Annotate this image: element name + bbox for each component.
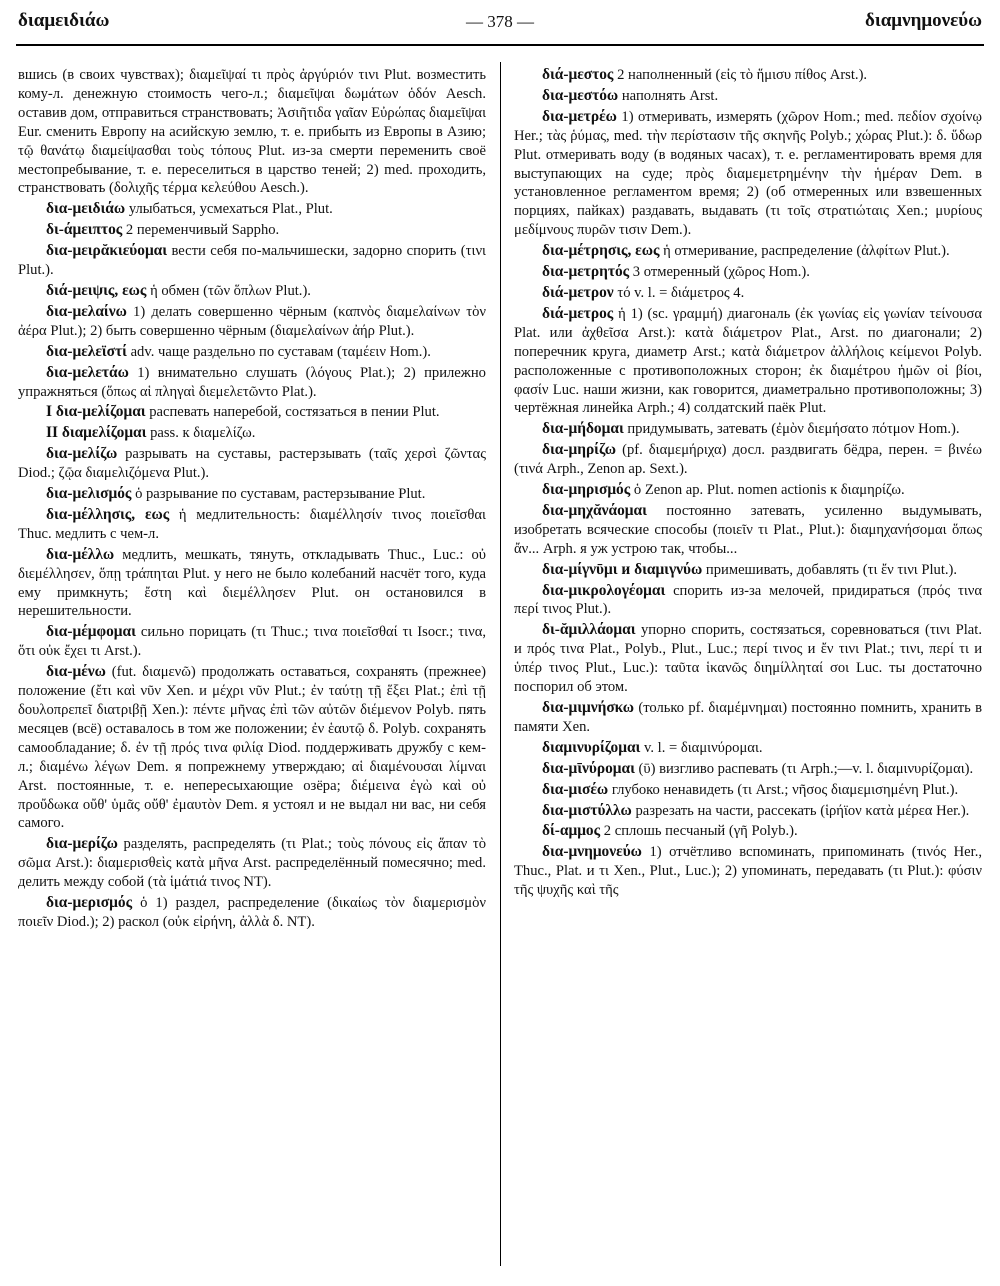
dictionary-entry [18,364,486,402]
dictionary-entry [514,108,982,240]
entry-headword: δια-μέτρησις, εως [542,242,660,260]
entry-headword: δια-μέλλω [46,545,115,563]
dictionary-entry [18,506,486,544]
dictionary-entry [514,502,982,559]
entry-headword: δια-μισέω [542,780,609,798]
dictionary-entry [18,546,486,622]
entry-definition: ἡ медлительность: διαμέλλησίν τινος ποιεῖσθαι Thuc. медлить с чем-л. [18,506,486,542]
entry-definition: разрезать на части, рассекать (ἱρήϊον κατὰ μέρεα Her.). [635,802,970,819]
right-column [514,66,982,902]
entry-headword: δια-μηρισμός [542,481,631,499]
dictionary-entry [514,760,982,779]
dictionary-entry [18,623,486,661]
entry-definition: adv. чаще раздельно по суставам (ταμέειν Hom.). [130,343,431,360]
dictionary-entry [514,441,982,479]
entry-headword: δι-ᾰμιλλάομαι [542,621,636,639]
dictionary-entry [514,739,982,758]
entry-definition: наполнять Arst. [621,87,719,104]
left-running-headword: διαμειδιάω [18,10,110,31]
dictionary-entry [514,481,982,500]
entry-headword: δια-μειρᾰκιεύομαι [46,242,168,260]
dictionary-entry [18,835,486,892]
dictionary-entry [18,445,486,483]
entry-headword: δια-μηρίζω [542,441,617,459]
entry-headword: δια-μετρητός [542,263,630,281]
entry-headword: διά-μειψις, εως [46,281,147,299]
dictionary-entry [18,242,486,280]
entry-headword: διά-μεστος [542,66,614,83]
entry-headword: δια-μερισμός [46,894,133,912]
dictionary-entry [514,66,982,85]
entry-definition: упорно спорить, состязаться, соревноваться (τινι Plat. и πρός τινα Plat., Polyb., Plut., Luc.; περί τινος и ἔν τινι Plat.; τινι, περί τι и ὑπέρ τινος Plut., Luc.): ταῦτα ἱκανῶς διημίλληταί σοι Luc. ты достаточно поспорил об этом. [514,622,982,696]
dictionary-entry [514,87,982,106]
dictionary-entry [514,699,982,737]
entry-headword: δια-μίγνῡμι и διαμιγνύω [542,560,703,578]
entry-definition: разрывать на суставы, растерзывать (ταῖς χερσὶ ζῶντας Diod.; ζῷα διαμελιζόμενα Plut.). [18,446,486,482]
entry-definition: 2 переменчивый Sappho. [125,222,280,239]
entry-definition: v. l. = διαμινύρομαι. [644,739,763,756]
entry-definition: разделять, распределять (τι Plat.; τοὺς πόνους εἰς ἅπαν τὸ σῶμα Arst.): διαμερισθεὶς κατὰ μῆνα Arst. распределённый помесячно; med. делить между собой (τὰ ἱμάτιά τινος NT). [18,836,486,891]
right-running-headword: διαμνημονεύω [864,10,982,31]
dictionary-entry [514,802,982,821]
entry-definition: сильно порицать (τι Thuc.; τινα ποιεῖσθαί τι Isocr.; τινα, ὅτι οὐκ ἔχει τι Arst.). [18,624,486,660]
entry-headword: δια-μελετάω [46,363,129,381]
dictionary-entry [514,420,982,439]
entry-definition: ἡ обмен (τῶν ὅπλων Plut.). [150,282,311,299]
entry-headword: δια-μεστόω [542,86,619,104]
entry-definition: вшись (в своих чувствах); διαμεῖψαί τι πρὸς ἀργύριόν τινι Plut. возместить кому-л. денежную стоимость чего-л.; διαμεῖψαι δωμάτων ὁδόν Aesch. оставив дом, отправиться странствовать; Ἀσιῆτιδα γαῖαν Εὐρώπας διαμεῖψαι Eur. сменить Европу на асийскую землю, т. е. прибыть из Европы в Азию; τῷ θανάτῳ διαμείψασθαι τοὺς τόπους Plut. из-за смерти переменить своё местопребывание, т. е. переселиться в царство теней; 2) med. проходить, странствовать (δολιχῆς τέρμα κελεύθου Aesch.). [18,67,486,197]
entry-definition: 1) отчётливо вспоминать, припоминать (τινός Her., Thuc., Plat. и τι Xen., Plut., Luc.); 2) упоминать, передавать (τι Plut.): φύσιν τῆς ψυχῆς καὶ τῆς [514,844,982,899]
entry-definition: (ῡ) визгливо распевать (τι Arph.;—v. l. διαμινυρίζομαι). [638,760,974,777]
entry-definition: придумывать, затевать (ἐμὸν διεμήσατο πότμον Hom.). [627,421,960,438]
entry-definition: 2 сплошь песчаный (γῆ Polyb.). [603,823,798,840]
entry-definition: улыбаться, усмехаться Plat., Plut. [128,201,333,218]
dictionary-entry [18,303,486,341]
entry-headword: δια-μελίζω [46,445,118,463]
entry-definition: примешивать, добавлять (τι ἔν τινι Plut.). [705,561,958,578]
dictionary-entry [18,200,486,219]
page-number: — 378 — [466,12,534,31]
entry-headword: δια-μιμνήσκω [542,699,635,716]
dictionary-entry [514,305,982,418]
entry-definition: pass. к διαμελίζω. [150,425,256,442]
entry-definition: ὁ разрывание по суставам, растерзывание Plut. [135,486,426,503]
header-rule [16,44,984,46]
dictionary-entry [18,663,486,833]
entry-headword: δι-άμειπτος [46,221,123,239]
entry-headword: δια-μικρολογέομαι [542,581,666,599]
entry-headword: δια-μερίζω [46,835,118,853]
dictionary-entry [514,621,982,697]
entry-definition: ἡ отмеривание, распределение (ἀλφίτων Plut.). [663,243,950,260]
entry-definition: медлить, мешкать, тянуть, откладывать Thuc., Luc.: οὐ διεμέλλησεν, ὅπῃ τράπηται Plut. у него не было колебаний насчёт того, куда ему примкнуть; ἔστη καὶ διεμέλλησεν Plut. он остановился в нерешительности. [18,546,486,620]
entry-headword: II διαμελίζομαι [46,424,147,442]
entry-definition: 1) внимательно слушать (λόγους Plat.); 2) прилежно упражняться (ὅπως αἱ πληγαὶ διεμελετῶντο Plat.). [18,364,486,400]
entry-definition: 3 отмеренный (χῶρος Hom.). [632,264,810,281]
entry-definition: ὁ 1) раздел, распределение (δικαίως τὸν διαμερισμὸν ποιεῖν Diod.); 2) раскол (οὐκ εἰρήνη, ἀλλὰ δ. NT). [18,895,486,930]
entry-headword: I δια-μελίζομαι [46,403,146,421]
entry-headword: δια-μηχᾰνάομαι [542,501,647,519]
entry-definition: 1) делать совершенно чёрным (καπνὸς διαμελαίνων τὸν ἀέρα Plut.); 2) быть совершенно чёрным (διαμελαίνων ἀήρ Plut.). [18,303,487,339]
entry-headword: διά-μετρος [542,304,614,322]
entry-headword: δια-μέμφομαι [46,623,136,641]
entry-definition: 1) отмеривать, измерять (χῶρον Hom.; med. πεδίον σχοίνῳ Her.; τὰς ῥύμας, med. τὴν περίστασιν τῆς σκηνῆς Polyb.; χώρας Plut.): δ. ὕδωρ Plut. отмеривать воду (в водяных часах), т. е. регламентировать время для выступающих на суде; πρὸς διαμεμετρημένην τὴν ἡμέραν Dem. в установленное регламентом время; 2) (об отмеренных или взвешенных порциях, пайках) раздавать, выдавать (τι τοῖς στρατιώταις Xen.; μυρίους μεδίμνους πυρῶν τισιν Dem.). [514,108,982,239]
entry-headword: δια-μνημονεύω [542,843,642,861]
entry-definition: спорить из-за мелочей, придираться (πρός τινα περί τινος Plut.). [514,582,982,618]
dictionary-entry [18,221,486,240]
entry-definition: глубоко ненавидеть (τι Arst.; νῆσος διαμεμισημένη Plut.). [611,781,959,798]
dictionary-entry [514,781,982,800]
entry-definition: распевать наперебой, состязаться в пении Plut. [149,404,440,421]
entry-definition: постоянно затевать, усиленно выдумывать, изобретать всяческие способы (ποιεῖν τι Plat., Plut.): διαμηχανήσομαι ὅπως ἄν... Arph. я уж устрою так, чтобы... [514,502,982,557]
entry-headword: δια-μειδιάω [46,200,126,218]
dictionary-entry [18,403,486,422]
dictionary-entry [18,66,486,198]
entry-headword: διά-μετρον [542,283,614,301]
entry-headword: δια-μέλλησις, εως [46,505,170,523]
entry-headword: δια-μένω [46,663,106,681]
entry-headword: δια-μελισμός [46,485,132,503]
entry-headword: δί-αμμος [542,822,601,840]
dictionary-entry [514,284,982,303]
entry-headword: δια-μιστύλλω [542,801,632,819]
dictionary-entry [18,343,486,362]
entry-definition: τό v. l. = διάμετρος 4. [617,284,745,301]
column-divider [500,62,501,1266]
dictionary-entry [514,582,982,620]
entry-definition: (только pf. διαμέμνημαι) постоянно помнить, хранить в памяти Xen. [514,700,982,735]
dictionary-entry [18,894,486,932]
dictionary-entry [514,843,982,900]
entry-definition: ὁ Zenon ap. Plut. nomen actionis к διαμηρίζω. [633,482,905,499]
entry-definition: вести себя по-мальчишески, задорно спорить (τινι Plut.). [18,243,486,279]
entry-headword: δια-μελεϊστί [46,342,127,360]
dictionary-entry [514,263,982,282]
entry-headword: δια-μῑνύρομαι [542,759,635,777]
entry-definition: 2 наполненный (εἰς τὸ ἥμισυ πίθος Arst.). [617,67,868,83]
dictionary-entry [18,424,486,443]
dictionary-entry [514,822,982,841]
entry-definition: (pf. διαμεμήριχα) досл. раздвигать бёдра, перен. = βινέω (τινά Arph., Zenon ap. Sext.). [514,442,982,478]
entry-headword: δια-μήδομαι [542,420,624,438]
entry-headword: διαμινυρίζομαι [542,738,641,756]
entry-definition: (fut. διαμενῶ) продолжать оставаться, сохранять (прежнее) положение (ἔτι καὶ νῦν Xen. и μέχρι νῦν Plut.; ἐν ταύτῃ τῇ ἕξει Plat.; ἐπὶ τῇ δουλοπρεπεῖ διατριβῇ Xen.): πέντε μῆνας ἐπὶ τῶν αὐτῶν διέμενον Polyb. пять месяцев (всё) оставалось в том же положении; ἐν ἑαυτῷ δ. Polyb. сохранять самообладание; δ. ἐν τῇ πρός τινα φιλίᾳ Diod. поддерживать дружбу с кем-л.; διαμένω λέγων Dem. я попрежнему утверждаю; αἱ διαμένουσαι λίμναι Arst. постоянные, т. е. непересыхающие озёра; διέμεινα ἐγὼ καὶ οὐ προὔδωκα οὔθ' ὑμᾶς οὔθ' ἐμαυτὸν Dem. я устоял и не выдал ни вас, ни себя самого. [18,664,486,832]
left-column [18,66,486,934]
dictionary-entry [514,242,982,261]
entry-headword: δια-μελαίνω [46,302,127,320]
dictionary-entry [514,561,982,580]
dictionary-entry [18,282,486,301]
dictionary-entry [18,485,486,504]
entry-definition: ἡ 1) (sc. γραμμή) диагональ (ἐκ γωνίας εἰς γωνίαν τείνουσα Plat. или ἀχθεῖσα Arst.): κατὰ διάμετρον Plat., Arst. по диагонали; 2) поперечник круга, диаметр Arst.; κατὰ διάμετρον ἀλλήλοις κείμενοι Polyb. расположенные с противоположных сторон; ἐκ διαμέτρου ἡμῶν οἱ βίοι, φασίν Luc. наши жизни, как говорится, диаметрально противоположны; 3) чертёжная линейка Arph.; 4) солдатский паёк Plut. [514,305,982,417]
running-header [18,10,982,40]
entry-headword: δια-μετρέω [542,107,617,125]
